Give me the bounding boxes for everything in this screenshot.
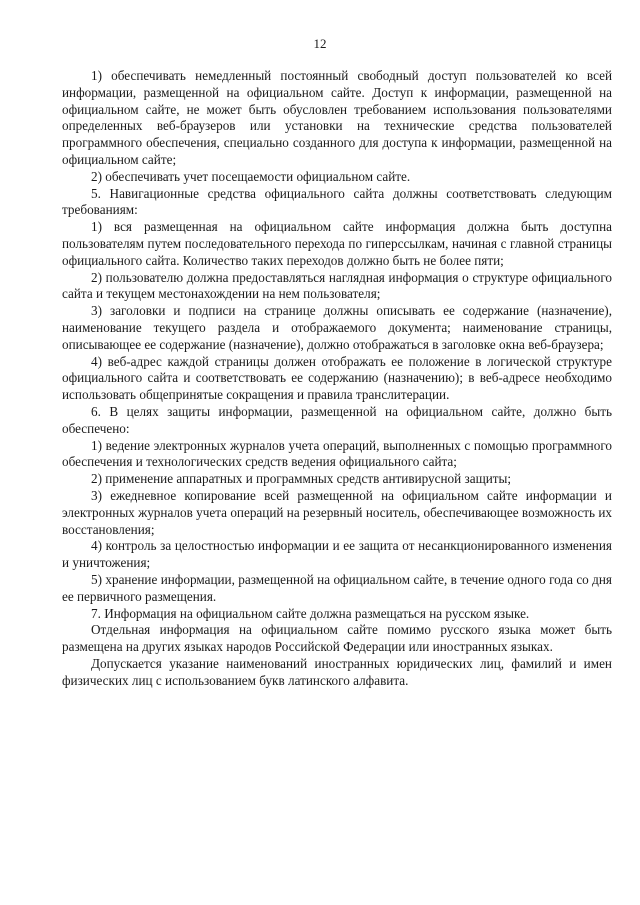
- document-body: [62, 68, 612, 689]
- paragraph-7-latin-names: Допускается указание наименований иностранных юридических лиц, фамилий и имен физических лиц с использованием букв латинского алфавита.: [62, 655, 612, 688]
- paragraph-5-4: 4) веб-адрес каждой страницы должен отображать ее положение в логической структуре официального сайта и соответствовать ее содержанию (назначению); в веб-адресе необходимо использовать общепринятые сокращения и правила транслитерации.: [62, 353, 612, 403]
- paragraph-5-2: 2) пользователю должна предоставляться наглядная информация о структуре официального сайта и текущем местонахождении на нем пользователя;: [62, 269, 612, 302]
- paragraph-5-3: 3) заголовки и подписи на странице должны описывать ее содержание (назначение), наименование текущего раздела и отображаемого документа; наименование страницы, описывающее ее содержание (назначение), должно отображаться в заголовке окна веб-браузера;: [62, 303, 612, 352]
- paragraph-section-6: 6. В целях защиты информации, размещенной на официальном сайте, должно быть обеспечено:: [62, 403, 612, 436]
- paragraph-1-2: 2) обеспечивать учет посещаемости официальном сайте.: [91, 168, 411, 184]
- paragraph-1-1: 1) обеспечивать немедленный постоянный свободный доступ пользователей ко всей информации, размещенной на официальном сайте. Доступ к информации, размещенной на официальном сайте, не может быть обусловлен требованием использования пользователями определенных веб-браузеров или установки на технические средства пользователей программного обеспечения, специально созданного для доступа к информации, размещенной на официальном сайте;: [62, 68, 612, 167]
- page-number: 12: [313, 36, 327, 51]
- paragraph-section-7: 7. Информация на официальном сайте должна размещаться на русском языке.: [91, 605, 530, 621]
- paragraph-5-1: 1) вся размещенная на официальном сайте информация должна быть доступна пользователям путем последовательного перехода по гиперссылкам, начиная с главной страницы официального сайта. Количество таких переходов должно быть не более пяти;: [62, 219, 612, 268]
- paragraph-6-1: 1) ведение электронных журналов учета операций, выполненных с помощью программного обеспечения и технологических средств ведения официального сайта;: [62, 437, 612, 470]
- paragraph-6-5: 5) хранение информации, размещенной на официальном сайте, в течение одного года со дня ее первичного размещения.: [62, 571, 612, 604]
- paragraph-6-3: 3) ежедневное копирование всей размещенной на официальном сайте информации и электронных журналов учета операций на резервный носитель, обеспечивающее возможность их восстановления;: [62, 487, 612, 537]
- paragraph-6-2: 2) применение аппаратных и программных средств антивирусной защиты;: [91, 471, 512, 487]
- paragraph-6-4: 4) контроль за целостностью информации и ее защита от несанкционированного изменения и уничтожения;: [62, 538, 612, 571]
- paragraph-section-5: 5. Навигационные средства официального сайта должны соответствовать следующим требованиям:: [62, 185, 612, 218]
- paragraph-7-other-languages: Отдельная информация на официальном сайте помимо русского языка может быть размещена на других языках народов Российской Федерации или иностранных языках.: [62, 622, 612, 655]
